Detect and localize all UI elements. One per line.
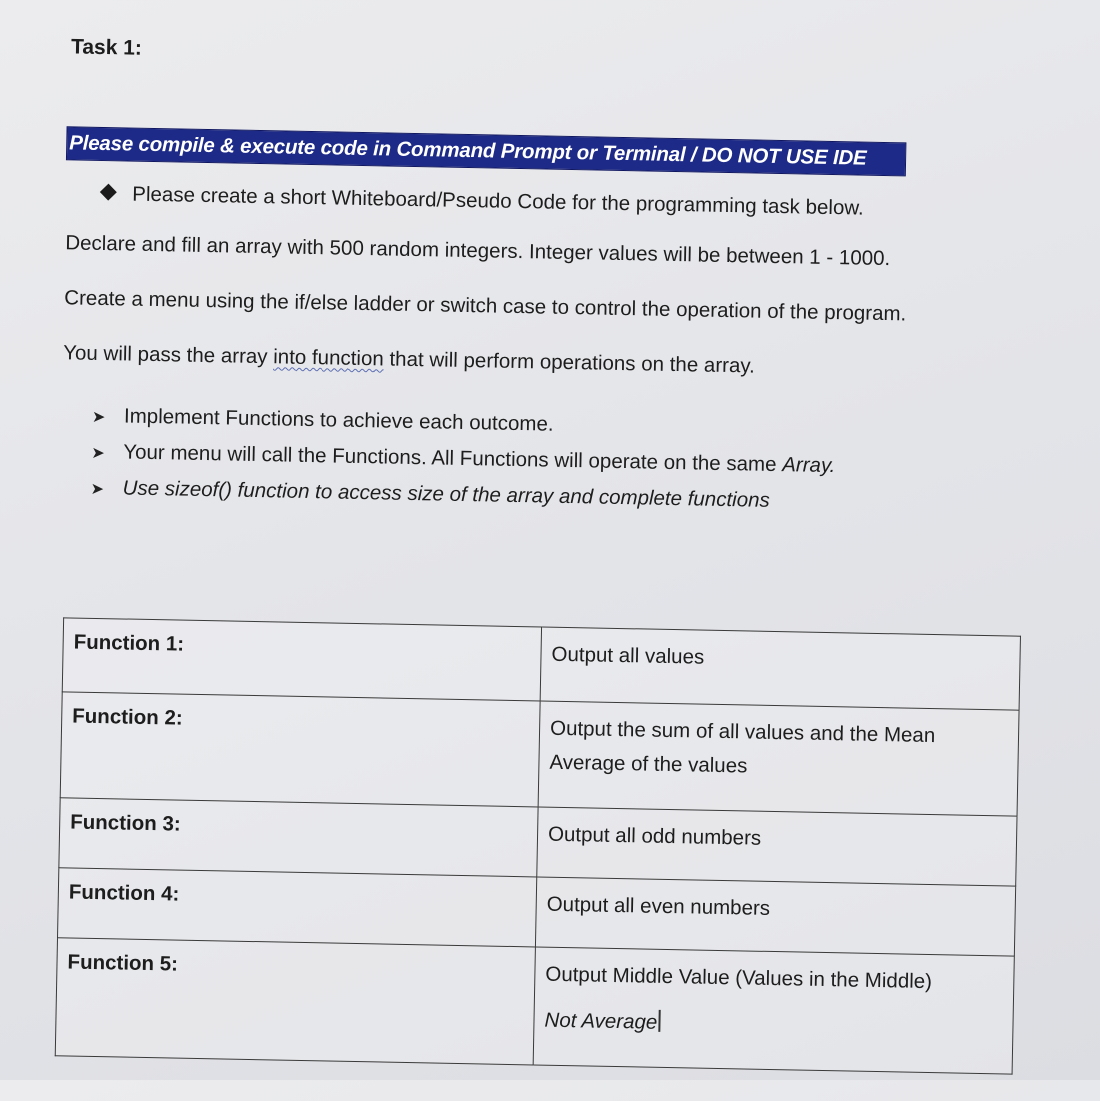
- text-cursor: [658, 1010, 660, 1032]
- function-description: Output all even numbers: [535, 877, 1015, 956]
- function-description-note: [544, 1004, 1003, 1047]
- sub-bullet-text: Implement Functions to achieve each outcome.: [123, 404, 554, 436]
- main-bullet-text: Please create a short Whiteboard/Pseudo Code for the programming task below.: [132, 182, 864, 220]
- function-description: Output the sum of all values and the Mean Average of the values: [538, 701, 1019, 816]
- arrow-bullet-icon: ➤: [91, 444, 105, 463]
- functions-table: [55, 617, 1021, 1074]
- paragraph-pass: [63, 341, 755, 378]
- arrow-bullet-icon: ➤: [91, 408, 106, 427]
- diamond-bullet-icon: [100, 184, 117, 201]
- function-label: Function 2:: [60, 692, 540, 807]
- sub-bullet-text: Use sizeof() function to access size of the array and complete functions: [122, 476, 770, 512]
- function-label: Function 3:: [59, 798, 538, 877]
- sub-bullet-text: Your menu will call the Functions. All Functions will operate on the same: [123, 440, 783, 477]
- instruction-highlight: [67, 127, 905, 175]
- main-bullet: [102, 182, 864, 221]
- sub-bullet-italic-text: Array.: [782, 453, 836, 478]
- table-row: [55, 938, 1014, 1074]
- function-label: Function 5:: [55, 938, 535, 1065]
- spellcheck-underlined-text: into function: [273, 345, 385, 371]
- sub-bullet-list: [90, 398, 836, 520]
- function-description: [533, 947, 1014, 1074]
- paragraph-pass-before: You will pass the array: [63, 341, 274, 369]
- function-note-text: Not Average: [544, 1008, 658, 1034]
- instruction-highlight-text: Please compile & execute code in Command Prompt or Terminal / DO NOT USE IDE: [69, 131, 867, 170]
- function-description-line: Output Middle Value (Values in the Middle): [545, 962, 933, 994]
- function-description: Output all odd numbers: [537, 807, 1017, 886]
- task-title: Task 1:: [70, 35, 143, 60]
- paragraph-pass-after: that will perform operations on the array.: [383, 347, 756, 378]
- table-row: [60, 692, 1019, 816]
- function-label: Function 4:: [58, 868, 537, 947]
- arrow-bullet-icon: ➤: [90, 480, 105, 499]
- paragraph-declare: Declare and fill an array with 500 random integers. Integer values will be between 1 - 1000.: [65, 231, 891, 271]
- paragraph-menu: Create a menu using the if/else ladder or switch case to control the operation of the program.: [64, 286, 907, 326]
- function-label: Function 1:: [62, 618, 541, 701]
- function-description: Output all values: [540, 627, 1020, 710]
